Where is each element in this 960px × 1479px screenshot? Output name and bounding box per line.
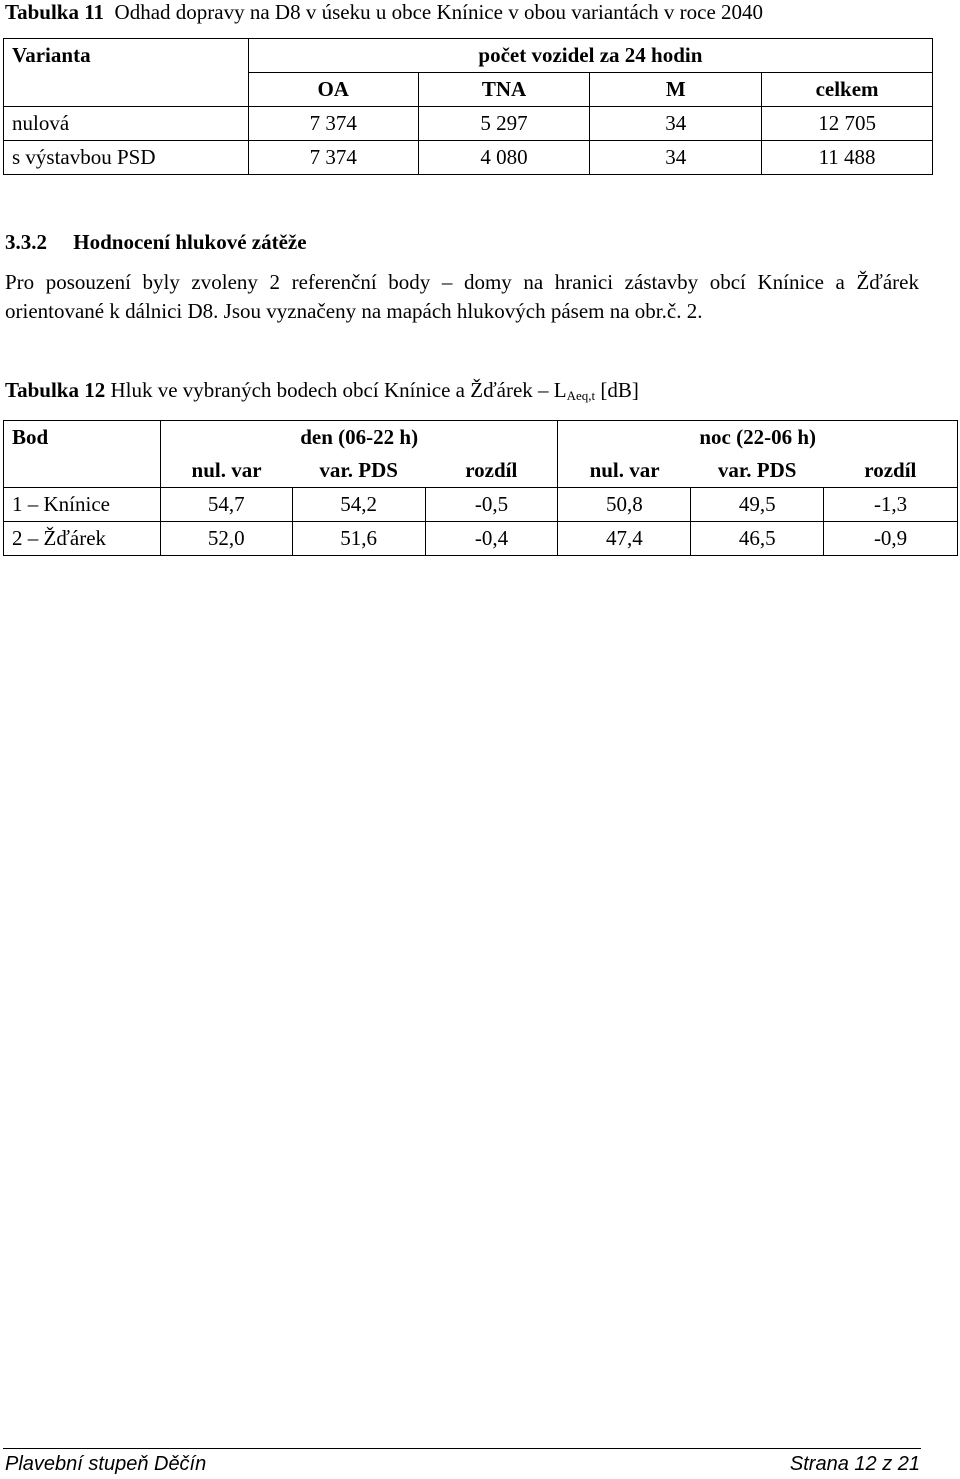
header-day-pds: var. PDS <box>292 454 425 488</box>
noise-table <box>3 420 958 556</box>
header-day-diff: rozdíl <box>425 454 558 488</box>
cell: 5 297 <box>418 107 590 141</box>
table-row <box>4 141 933 175</box>
table12-caption-unit: [dB] <box>600 378 639 402</box>
cell: -0,9 <box>824 522 958 556</box>
cell: 54,2 <box>292 488 425 522</box>
header-col-m: M <box>590 73 762 107</box>
header-col-total: celkem <box>762 73 933 107</box>
cell: 46,5 <box>691 522 824 556</box>
header-vehicle-count: počet vozidel za 24 hodin <box>248 39 932 73</box>
row-label: s výstavbou PSD <box>4 141 249 175</box>
cell: 54,7 <box>160 488 292 522</box>
table-subheader-row <box>4 454 958 488</box>
table12-caption-label: Tabulka 12 <box>5 378 106 402</box>
table-header-row <box>4 421 958 455</box>
cell: -1,3 <box>824 488 958 522</box>
header-day-null: nul. var <box>160 454 292 488</box>
table-header-row <box>4 39 933 73</box>
header-empty-cell <box>4 73 249 107</box>
section-number: 3.3.2 <box>5 230 47 254</box>
header-bod: Bod <box>4 421 161 455</box>
cell: 7 374 <box>248 141 418 175</box>
table-row <box>4 107 933 141</box>
table11-caption-text: Odhad dopravy na D8 v úseku u obce Knínice v obou variantách v roce 2040 <box>114 0 764 24</box>
row-label: 2 – Žďárek <box>4 522 161 556</box>
row-label: nulová <box>4 107 249 141</box>
header-night-null: nul. var <box>558 454 691 488</box>
table11-caption-label: Tabulka 11 <box>5 0 105 24</box>
header-col-oa: OA <box>248 73 418 107</box>
cell: 52,0 <box>160 522 292 556</box>
row-label: 1 – Knínice <box>4 488 161 522</box>
header-night: noc (22-06 h) <box>558 421 958 455</box>
footer-page-number: Strana 12 z 21 <box>789 1453 920 1475</box>
table-row <box>4 522 958 556</box>
table12-caption-subscript: Aeq,t <box>566 388 596 403</box>
section-heading <box>5 230 307 255</box>
table12-caption <box>5 378 639 404</box>
header-empty-cell <box>4 454 161 488</box>
footer-divider <box>3 1448 921 1449</box>
cell: 51,6 <box>292 522 425 556</box>
table-subheader-row <box>4 73 933 107</box>
header-col-tna: TNA <box>418 73 590 107</box>
cell: 34 <box>590 141 762 175</box>
table12-caption-text: Hluk ve vybraných bodech obcí Knínice a Žďárek – L <box>110 378 567 402</box>
cell: 47,4 <box>558 522 691 556</box>
cell: -0,5 <box>425 488 558 522</box>
cell: -0,4 <box>425 522 558 556</box>
header-night-pds: var. PDS <box>691 454 824 488</box>
header-night-diff: rozdíl <box>824 454 958 488</box>
cell: 4 080 <box>418 141 590 175</box>
header-variant: Varianta <box>4 39 249 73</box>
cell: 50,8 <box>558 488 691 522</box>
footer-document-title: Plavební stupeň Děčín <box>5 1453 207 1475</box>
cell: 34 <box>590 107 762 141</box>
cell: 49,5 <box>691 488 824 522</box>
traffic-table <box>3 38 933 175</box>
table-row <box>4 488 958 522</box>
table11-caption <box>5 0 763 25</box>
cell: 12 705 <box>762 107 933 141</box>
header-day: den (06-22 h) <box>160 421 558 455</box>
cell: 7 374 <box>248 107 418 141</box>
section-paragraph: Pro posouzení byly zvoleny 2 referenční body – domy na hranici zástavby obcí Knínice a Žďárek orientované k dálnici D8. Jsou vyznačeny na mapách hlukových pásem na obr.č. 2. <box>5 270 919 323</box>
section-title: Hodnocení hlukové zátěže <box>73 230 307 254</box>
cell: 11 488 <box>762 141 933 175</box>
